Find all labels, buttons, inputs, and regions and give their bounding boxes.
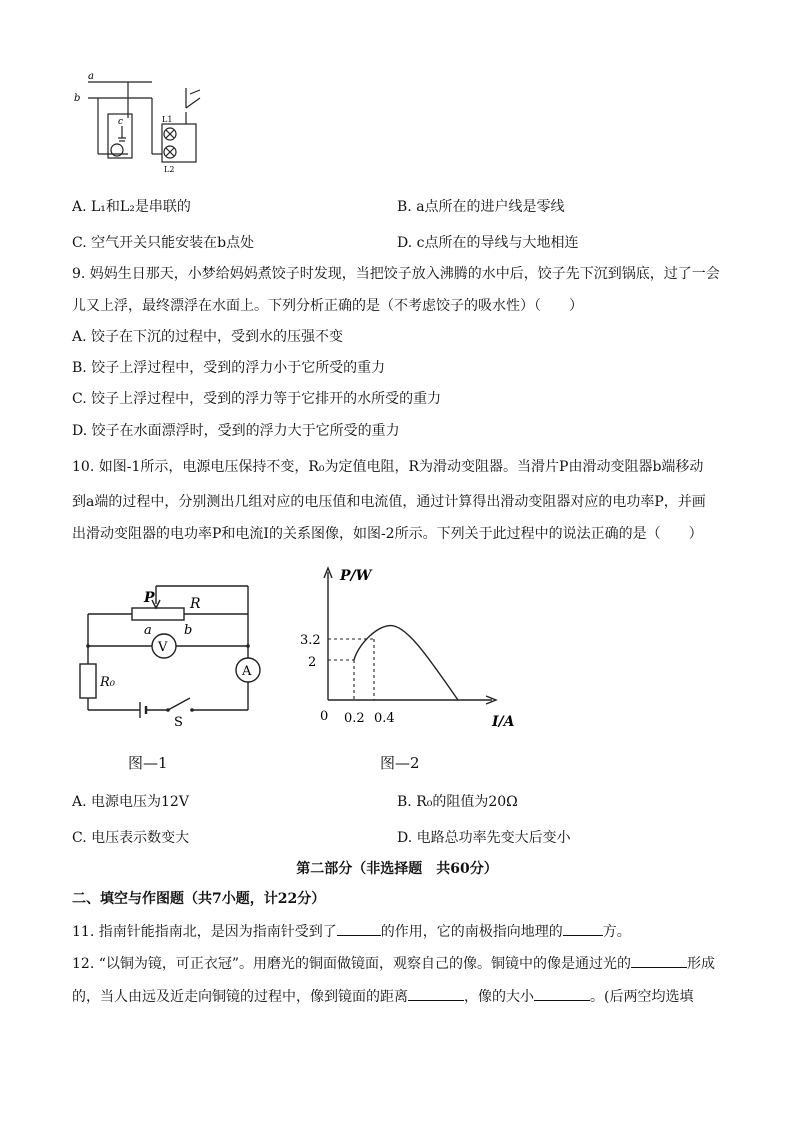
fig2-ytick-2: 2 <box>308 655 317 670</box>
q9-stem-line1: 9. 妈妈生日那天，小梦给妈妈煮饺子时发现，当把饺子放入沸腾的水中后，饺子先下沉到锅底，过了一会 <box>72 266 720 282</box>
q12-blank3[interactable] <box>534 986 590 1001</box>
q8-label-l1: L1 <box>162 115 173 124</box>
q10-option-a: A. 电源电压为12V <box>72 794 189 810</box>
q11-blank1[interactable] <box>337 921 381 936</box>
q8-option-c: C. 空气开关只能安装在b点处 <box>72 235 255 251</box>
fig1-voltmeter-label: V <box>158 640 168 655</box>
q10-option-b: B. R₀的阻值为20Ω <box>397 794 518 810</box>
q11-seg1: 11. 指南针能指南北，是因为指南针受到了 <box>72 924 337 940</box>
fig1-label-b: b <box>184 623 193 638</box>
q9-option-d: D. 饺子在水面漂浮时，受到的浮力大于它所受的重力 <box>72 423 400 439</box>
fig1-label-r0: R₀ <box>100 675 115 690</box>
q10-stem-line2: 到a端的过程中，分别测出几组对应的电压值和电流值，通过计算得出滑动变阻器对应的电功率P，并画 <box>72 494 706 510</box>
q8-option-d: D. c点所在的导线与大地相连 <box>397 235 579 251</box>
q9-option-c: C. 饺子上浮过程中，受到的浮力等于它排开的水所受的重力 <box>72 391 442 407</box>
q8-option-a: A. L₁和L₂是串联的 <box>72 199 191 215</box>
q8-label-c: c <box>118 117 124 127</box>
q8-label-a: a <box>88 71 94 82</box>
fig2-ytick-3-2: 3.2 <box>300 633 321 648</box>
q10-stem-line3: 出滑动变阻器的电功率P和电流I的关系图像，如图-2所示。下列关于此过程中的说法正确的是（ ） <box>72 526 703 542</box>
q11-seg3: 方。 <box>602 924 631 940</box>
q10-figure1-circuit <box>70 578 270 728</box>
q8-label-b: b <box>74 93 81 104</box>
q12-seg5: 。(后两空均选填 <box>590 989 694 1005</box>
q12-seg2: 形成 <box>687 956 716 972</box>
q12-seg1: 12. “以铜为镜，可正衣冠”。用磨光的铜面做镜面，观察自己的像。铜镜中的像是通过光的 <box>72 956 632 972</box>
q11-line <box>72 921 631 941</box>
fig1-label-s: S <box>174 715 183 728</box>
q10-option-c: C. 电压表示数变大 <box>72 830 190 846</box>
q12-seg3: 的，当人由远及近走向铜镜的过程中，像到镜面的距离 <box>72 989 408 1005</box>
fig1-label-p: P <box>144 590 155 606</box>
q10-option-d: D. 电路总功率先变大后变小 <box>397 830 571 846</box>
fig2-xlabel: I/A <box>492 714 515 730</box>
q9-stem-line2: 儿又上浮，最终漂浮在水面上。下列分析正确的是（不考虑饺子的吸水性）（ ） <box>72 298 583 314</box>
part2-section-heading: 二、填空与作图题（共7小题，计22分） <box>72 891 326 907</box>
q10-figure2-graph <box>270 560 530 740</box>
fig2-xtick-0-2: 0.2 <box>344 711 365 726</box>
fig2-xtick-0-4: 0.4 <box>374 711 395 726</box>
q12-seg4: ，像的大小 <box>464 989 534 1005</box>
q11-seg2: 的作用，它的南极指向地理的 <box>380 924 563 940</box>
q9-option-b: B. 饺子上浮过程中，受到的浮力小于它所受的重力 <box>72 360 386 376</box>
q8-option-b: B. a点所在的进户线是零线 <box>397 199 565 215</box>
fig2-caption: 图—2 <box>380 754 420 772</box>
fig1-ammeter-label: A <box>242 664 252 679</box>
fig2-origin: 0 <box>320 709 329 724</box>
part2-title: 第二部分（非选择题 共60分） <box>296 861 498 877</box>
fig1-label-r: R <box>190 596 201 612</box>
fig1-label-a: a <box>144 623 152 638</box>
q9-option-a: A. 饺子在下沉的过程中，受到水的压强不变 <box>72 329 344 345</box>
q12-line1 <box>72 953 715 973</box>
q11-blank2[interactable] <box>563 921 603 936</box>
q8-circuit-figure <box>70 68 220 178</box>
fig1-caption: 图—1 <box>128 754 168 772</box>
q10-stem-line1: 10. 如图-1所示，电源电压保持不变，R₀为定值电阻，R为滑动变阻器。当滑片P由滑动变阻器b端移动 <box>72 459 704 475</box>
fig2-ylabel: P/W <box>340 568 372 584</box>
q12-blank1[interactable] <box>631 953 687 968</box>
q12-line2 <box>72 986 693 1006</box>
q12-blank2[interactable] <box>408 986 464 1001</box>
q8-label-l2: L2 <box>164 165 175 174</box>
